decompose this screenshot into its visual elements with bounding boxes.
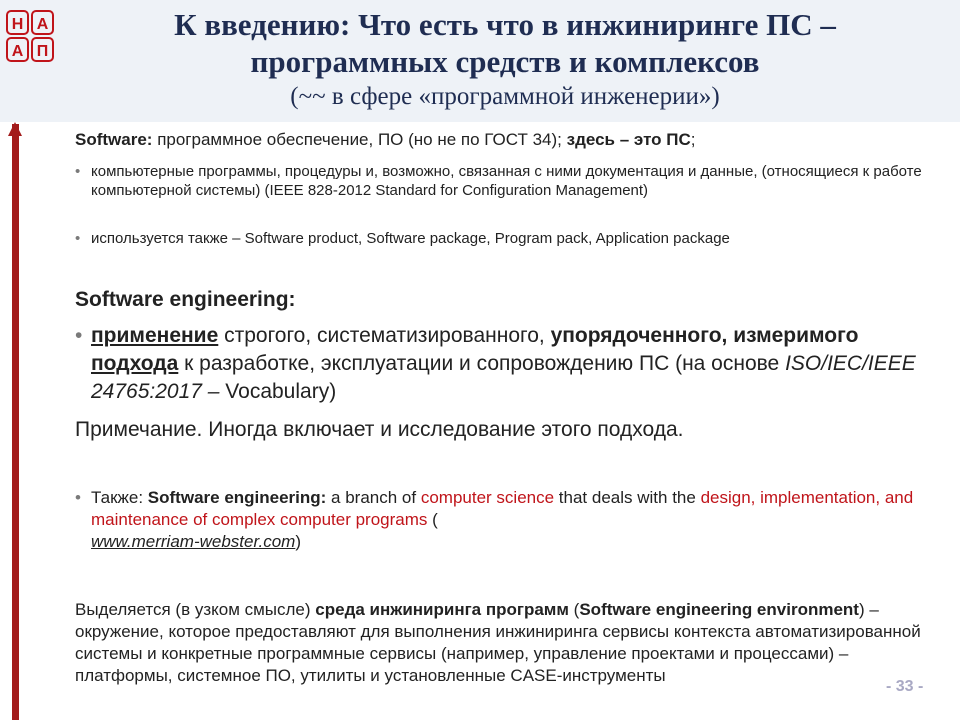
bullet-text: компьютерные программы, процедуры и, возможно, связанная с ними документация и данные, (относящиеся к работе компьютерной системы) (IEEE 828-2012 Standard for Configuration Management) [91, 163, 922, 199]
se-bullet [75, 322, 935, 406]
also-bullet-text: Также: Software engineering: a branch of computer science that deals with the design, implementation, and maintenance of complex computer programs ( www.merriam-webster.com) [91, 488, 914, 551]
title-line-1: К введению: Что есть что в инжиниринге ПС – [174, 7, 836, 42]
logo-letter-2: А [36, 16, 49, 33]
also-bullet [75, 487, 935, 553]
logo-icon [6, 10, 54, 62]
logo-letter-4: П [36, 43, 49, 60]
note-text: Примечание. Иногда включает и исследование этого подхода. [75, 418, 684, 441]
slide-header [0, 0, 960, 122]
software-end: ; [690, 130, 696, 149]
slide-title [60, 6, 950, 114]
title-line-2: программных средств и комплексов [250, 44, 760, 79]
bullet-icon: • [75, 230, 81, 247]
bullet-icon: • [75, 488, 81, 507]
software-here: здесь – это ПС [566, 130, 691, 149]
bullet-text: используется также – Software product, Software package, Program pack, Application package [91, 230, 730, 247]
software-definition [75, 129, 935, 151]
environment-paragraph: Выделяется (в узком смысле) среда инжиниринга программ (Software engineering environment) – окружение, которое предоставляют для выполнения инжиниринга сервисы контекста автоматизированной системы и конкретные программные сервисы (например, управление проектами и процессами) – платформы, системное ПО, утилиты и установленные CASE-инструменты [75, 600, 921, 685]
logo-letter-3: А [11, 43, 24, 60]
merriam-webster-link[interactable]: www.merriam-webster.com [91, 532, 296, 551]
left-accent-bar [12, 124, 19, 720]
title-line-3: (~~ в сфере «программной инженерии») [290, 83, 720, 110]
bullet-icon: • [75, 324, 83, 347]
logo-letter-1: Н [11, 16, 24, 33]
se-bullet-text: применение строгого, систематизированного, упорядоченного, измеримого подхода к разработке, эксплуатации и сопровождению ПС (на основе ISO/IEC/IEEE 24765:2017 – Vocabulary) [91, 324, 916, 403]
bullet-item-2 [75, 229, 935, 248]
software-definition-text: программное обеспечение, ПО (но не по ГОСТ 34); [152, 130, 567, 149]
bullet-icon: • [75, 163, 81, 180]
page-number: - 33 - [886, 678, 924, 695]
se-heading: Software engineering: [75, 288, 296, 311]
software-term: Software: [75, 130, 153, 149]
bullet-item-1 [75, 162, 935, 200]
